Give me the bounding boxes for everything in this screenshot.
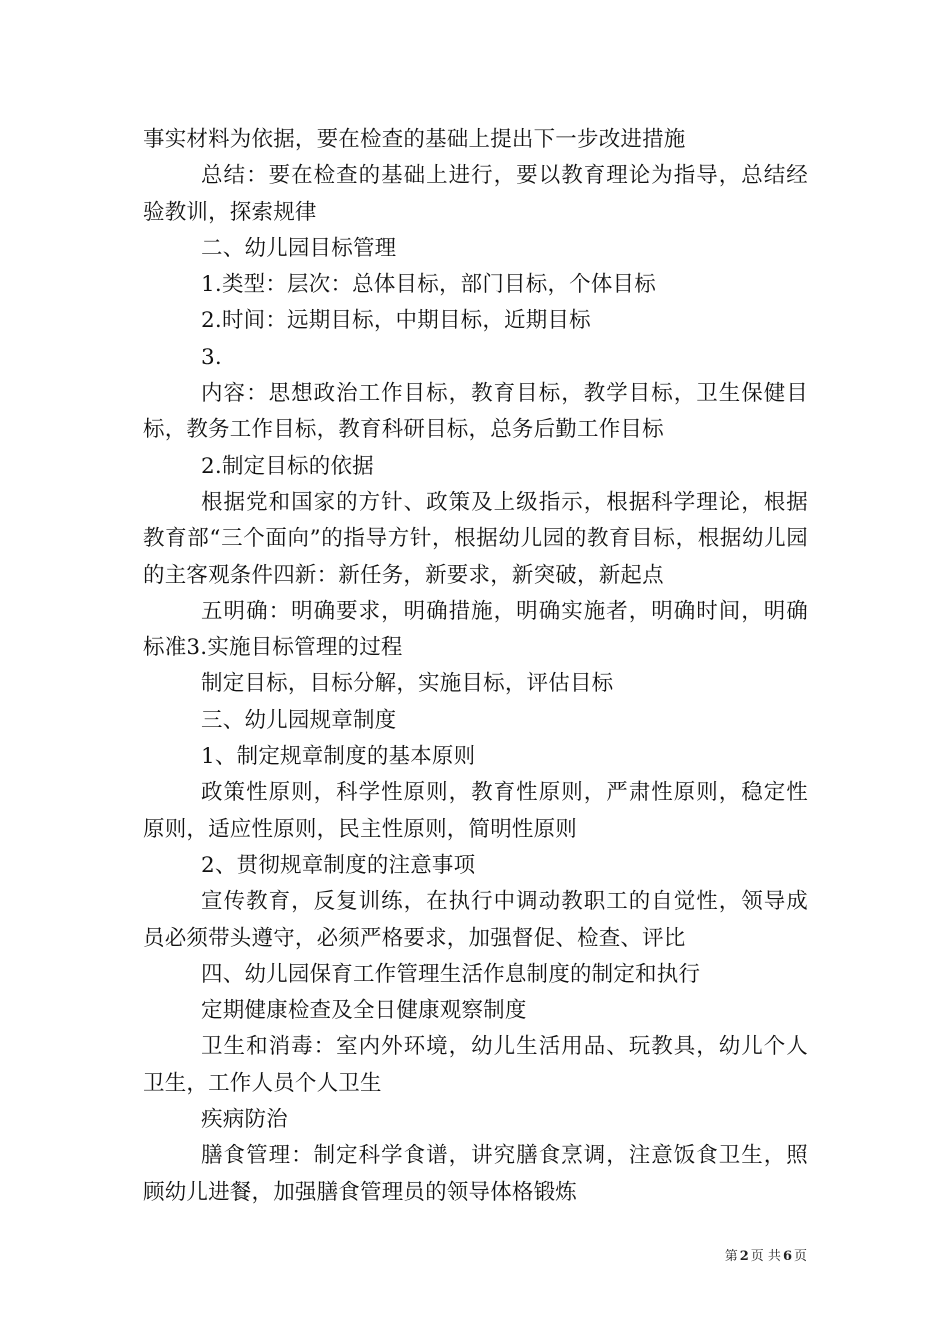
list-item: 3. [201,344,222,370]
paragraph: 五明确：明确要求，明确措施，明确实施者，明确时间，明确标准3.实施目标管理的过程 [143,598,808,661]
subsection-heading: 1、制定规章制度的基本原则 [201,744,476,770]
paragraph: 宣传教育，反复训练，在执行中调动教职工的自觉性，领导成员必须带头遵守，必须严格要求，加强督促、检查、评比 [143,889,808,951]
paragraph: 定期健康检查及全日健康观察制度 [201,998,527,1024]
section-heading: 四、幼儿园保育工作管理生活作息制度的制定和执行 [201,961,701,987]
paragraph: 疾病防治 [201,1107,288,1133]
subsection-heading: 2.制定目标的依据 [201,453,374,479]
paragraph: 内容：思想政治工作目标，教育目标，教学目标，卫生保健目标，教务工作目标，教育科研目标，总务后勤工作目标 [143,381,808,443]
page-footer [725,1249,807,1265]
paragraph: 膳食管理：制定科学食谱，讲究膳食烹调，注意饭食卫生，照顾幼儿进餐，加强膳食管理员的领导体格锻炼 [143,1143,808,1205]
document-body [143,122,808,1211]
total-pages-number: 6 [782,1249,792,1264]
footer-prefix: 第 [724,1249,738,1264]
list-item: 2.时间：远期目标，中期目标，近期目标 [201,308,591,334]
paragraph: 根据党和国家的方针、政策及上级指示，根据科学理论，根据教育部“三个面向”的指导方针，根据幼儿园的教育目标，根据幼儿园的主客观条件四新：新任务，新要求，新突破，新起点 [143,489,808,588]
paragraph: 卫生和消毒：室内外环境，幼儿生活用品、玩教具，幼儿个人卫生，工作人员个人卫生 [143,1034,808,1096]
footer-suffix: 页 [793,1249,807,1264]
paragraph: 事实材料为依据，要在检查的基础上提出下一步改进措施 [143,127,686,152]
paragraph: 制定目标，目标分解，实施目标，评估目标 [201,671,614,697]
list-item: 1.类型：层次：总体目标，部门目标，个体目标 [201,272,656,298]
subsection-heading: 2、贯彻规章制度的注意事项 [201,852,476,878]
section-heading: 二、幼儿园目标管理 [201,235,397,261]
section-heading: 三、幼儿园规章制度 [201,707,397,733]
paragraph: 政策性原则，科学性原则，教育性原则，严肃性原则，稳定性原则，适应性原则，民主性原则，简明性原则 [143,780,808,842]
current-page-number: 2 [739,1249,749,1264]
footer-middle: 页 共 [750,1249,781,1264]
paragraph: 总结：要在检查的基础上进行，要以教育理论为指导，总结经验教训，探索规律 [143,163,808,225]
